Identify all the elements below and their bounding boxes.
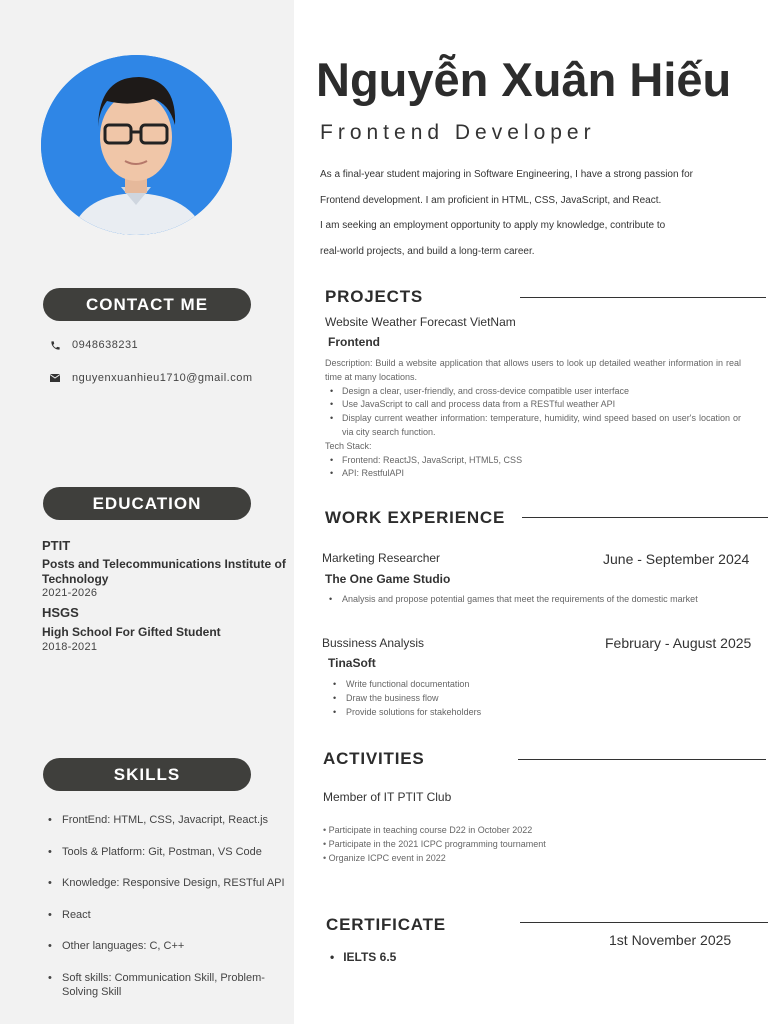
phone-number[interactable]: 0948638231 xyxy=(72,339,139,351)
job-duty: • Analysis and propose potential games that meet the requirements of the domestic market xyxy=(325,592,741,606)
education-school-code: PTIT xyxy=(42,538,71,553)
skill-item: • FrontEnd: HTML, CSS, Javacript, React.js xyxy=(48,813,294,827)
activity-item: • Organize ICPC event in 2022 xyxy=(323,851,546,865)
job-date: February - August 2025 xyxy=(605,635,752,651)
tech-stack-list xyxy=(325,454,741,482)
certificate-item: • IELTS 6.5 xyxy=(330,950,396,964)
job-date: June - September 2024 xyxy=(603,551,750,567)
projects-heading: PROJECTS xyxy=(325,287,424,306)
job-duties xyxy=(329,677,629,719)
skill-item: • Other languages: C, C++ xyxy=(48,939,294,953)
profile-photo-illustration xyxy=(41,55,232,235)
project-features xyxy=(325,385,741,440)
job-duty: • Write functional documentation xyxy=(329,677,629,691)
job-title: Marketing Researcher xyxy=(322,551,441,565)
certificate-date: 1st November 2025 xyxy=(609,932,732,948)
section-divider xyxy=(520,297,766,298)
job-company: The One Game Studio xyxy=(325,572,451,586)
section-divider xyxy=(520,922,768,923)
education-school-name: Posts and Telecommunications Institute of Technology xyxy=(42,557,286,586)
education-school-code: HSGS xyxy=(42,605,79,620)
section-divider xyxy=(522,517,768,518)
skills-list xyxy=(48,813,294,1016)
project-details xyxy=(325,357,741,481)
skill-item: • Soft skills: Communication Skill, Problem-Solving Skill xyxy=(48,971,294,999)
candidate-role: Frontend Developer xyxy=(320,121,596,144)
job-duties xyxy=(325,592,741,606)
candidate-name: Nguyễn Xuân Hiếu xyxy=(316,53,732,106)
section-divider xyxy=(518,759,766,760)
skill-item: • Knowledge: Responsive Design, RESTful API xyxy=(48,876,294,890)
contact-phone xyxy=(48,338,138,352)
project-feature: • Display current weather information: temperature, humidity, wind speed based on user's location or via city search function. xyxy=(342,412,741,440)
sidebar xyxy=(0,0,294,1024)
activity-organization: Member of IT PTIT Club xyxy=(323,790,452,804)
summary-line: As a final-year student majoring in Software Engineering, I have a strong passion for xyxy=(320,169,693,180)
skill-item: • React xyxy=(48,908,294,922)
activities-heading: ACTIVITIES xyxy=(323,749,425,768)
skills-heading: SKILLS xyxy=(43,758,251,791)
education-school-name: High School For Gifted Student xyxy=(42,625,221,639)
job-company: TinaSoft xyxy=(328,656,376,670)
summary-line: I am seeking an employment opportunity to apply my knowledge, contribute to xyxy=(320,220,666,232)
phone-icon xyxy=(48,338,62,352)
project-name: Website Weather Forecast VietNam xyxy=(325,315,516,329)
education-years: 2021-2026 xyxy=(42,587,98,599)
job-duty: • Provide solutions for stakeholders xyxy=(329,705,629,719)
activity-item: • Participate in teaching course D22 in October 2022 xyxy=(323,823,546,837)
email-address[interactable]: nguyenxuanhieu1710@gmail.com xyxy=(72,372,253,384)
summary xyxy=(320,162,746,265)
summary-line: Frontend development. I am proficient in HTML, CSS, JavaScript, and React. xyxy=(320,194,662,206)
envelope-icon xyxy=(48,371,62,385)
activity-list xyxy=(323,823,546,865)
project-role: Frontend xyxy=(328,335,380,349)
project-feature: • Design a clear, user-friendly, and cross-device compatible user interface xyxy=(342,385,741,399)
profile-photo xyxy=(41,55,232,235)
summary-line: real-world projects, and build a long-term career. xyxy=(320,246,535,258)
contact-heading: CONTACT ME xyxy=(43,288,251,321)
job-duty: • Draw the business flow xyxy=(329,691,629,705)
education-heading: EDUCATION xyxy=(43,487,251,520)
job-title: Bussiness Analysis xyxy=(322,636,425,650)
tech-stack-label: Tech Stack: xyxy=(325,440,372,451)
certificate-heading: CERTIFICATE xyxy=(326,915,446,934)
work-experience-heading: WORK EXPERIENCE xyxy=(325,508,506,527)
activity-item: • Participate in the 2021 ICPC programming tournament xyxy=(323,837,546,851)
tech-stack-item: • Frontend: ReactJS, JavaScript, HTML5, CSS xyxy=(342,454,741,468)
education-years: 2018-2021 xyxy=(42,641,98,653)
skill-item: • Tools & Platform: Git, Postman, VS Code xyxy=(48,845,294,859)
contact-email xyxy=(48,371,253,385)
tech-stack-item: • API: RestfulAPI xyxy=(342,467,741,481)
project-feature: • Use JavaScript to call and process data from a RESTful weather API xyxy=(342,398,741,412)
project-description: Description: Build a website application that allows users to look up detailed weather information in real time at many locations. xyxy=(325,358,741,382)
